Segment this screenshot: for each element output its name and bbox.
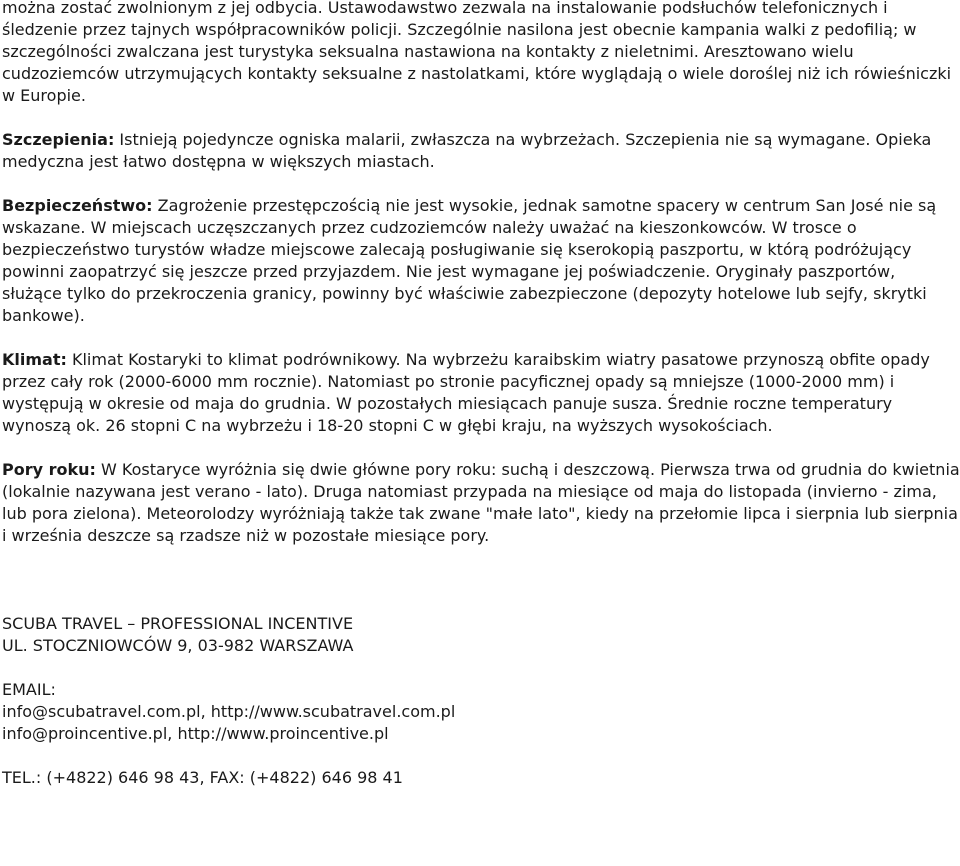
contact-line-scubatravel: info@scubatravel.com.pl, http://www.scubatravel.com.pl [2, 702, 456, 721]
climate-label: Klimat: [2, 350, 67, 369]
seasons-label: Pory roku: [2, 460, 96, 479]
safety-text: Zagrożenie przestępczością nie jest wysokie, jednak samotne spacery w centrum San José nie są wskazane. W miejscach uczęszczanych przez cudzoziemców należy uważać na kieszonkowców. W trosce o bezpieczeństwo turystów władze miejscowe zalecają posługiwanie się kserokopią paszportu, w którą podróżujący powinni zaopatrzyć się jeszcze przed przyjazdem. Nie jest wymagane jej poświadczenie. Oryginały paszportów, służące tylko do przekroczenia granicy, powinny być właściwie zabezpieczone (depozyty hotelowe lub sejfy, skrytki bankowe). [2, 196, 937, 325]
email-label: EMAIL: [2, 680, 56, 699]
seasons-text: W Kostaryce wyróżnia się dwie główne pory roku: suchą i deszczową. Pierwsza trwa od grudnia do kwietnia (lokalnie nazywana jest verano - lato). Druga natomiast przypada na miesiące od maja do listopada (invierno - zima, lub pora zielona). Meteorolodzy wyróżniają także tak zwane "małe lato", kiedy na przełomie lipca i sierpnia lub sierpnia i września deszcze są rzadsze niż w pozostałe miesiące pory. [2, 460, 960, 545]
company-name: SCUBA TRAVEL – PROFESSIONAL INCENTIVE [2, 614, 354, 633]
company-footer [2, 613, 960, 789]
climate-paragraph [2, 349, 960, 437]
intro-text: można zostać zwolnionym z jej odbycia. Ustawodawstwo zezwala na instalowanie podsłuchów telefonicznych i śledzenie przez tajnych współpracowników policji. Szczególnie nasilona jest obecnie kampania walki z pedofilią; w szczególności zwalczana jest turystyka seksualna nastawiona na kontakty z nieletnimi. Aresztowano wielu cudzoziemców utrzymujących kontakty seksualne z nastolatkami, które wyglądają o wiele doroślej niż ich rówieśniczki w Europie. [2, 0, 952, 105]
vaccination-text: Istnieją pojedyncze ogniska malarii, zwłaszcza na wybrzeżach. Szczepienia nie są wymagane. Opieka medyczna jest łatwo dostępna w większych miastach. [2, 130, 932, 171]
company-address: UL. STOCZNIOWCÓW 9, 03-982 WARSZAWA [2, 636, 354, 655]
phone-fax-line: TEL.: (+4822) 646 98 43, FAX: (+4822) 646 98 41 [2, 768, 403, 787]
seasons-paragraph [2, 459, 960, 547]
vaccination-paragraph [2, 129, 960, 173]
safety-paragraph [2, 195, 960, 327]
vaccination-label: Szczepienia: [2, 130, 115, 149]
safety-label: Bezpieczeństwo: [2, 196, 153, 215]
intro-paragraph [2, 0, 960, 107]
climate-text: Klimat Kostaryki to klimat podrównikowy. Na wybrzeżu karaibskim wiatry pasatowe przynoszą obfite opady przez cały rok (2000-6000 mm rocznie). Natomiast po stronie pacyficznej opady są mniejsze (1000-2000 mm) i występują w okresie od maja do grudnia. W pozostałych miesiącach panuje susza. Średnie roczne temperatury wynoszą ok. 26 stopni C na wybrzeżu i 18-20 stopni C w głębi kraju, na wyższych wysokościach. [2, 350, 930, 435]
contact-line-proincentive: info@proincentive.pl, http://www.proincentive.pl [2, 724, 389, 743]
